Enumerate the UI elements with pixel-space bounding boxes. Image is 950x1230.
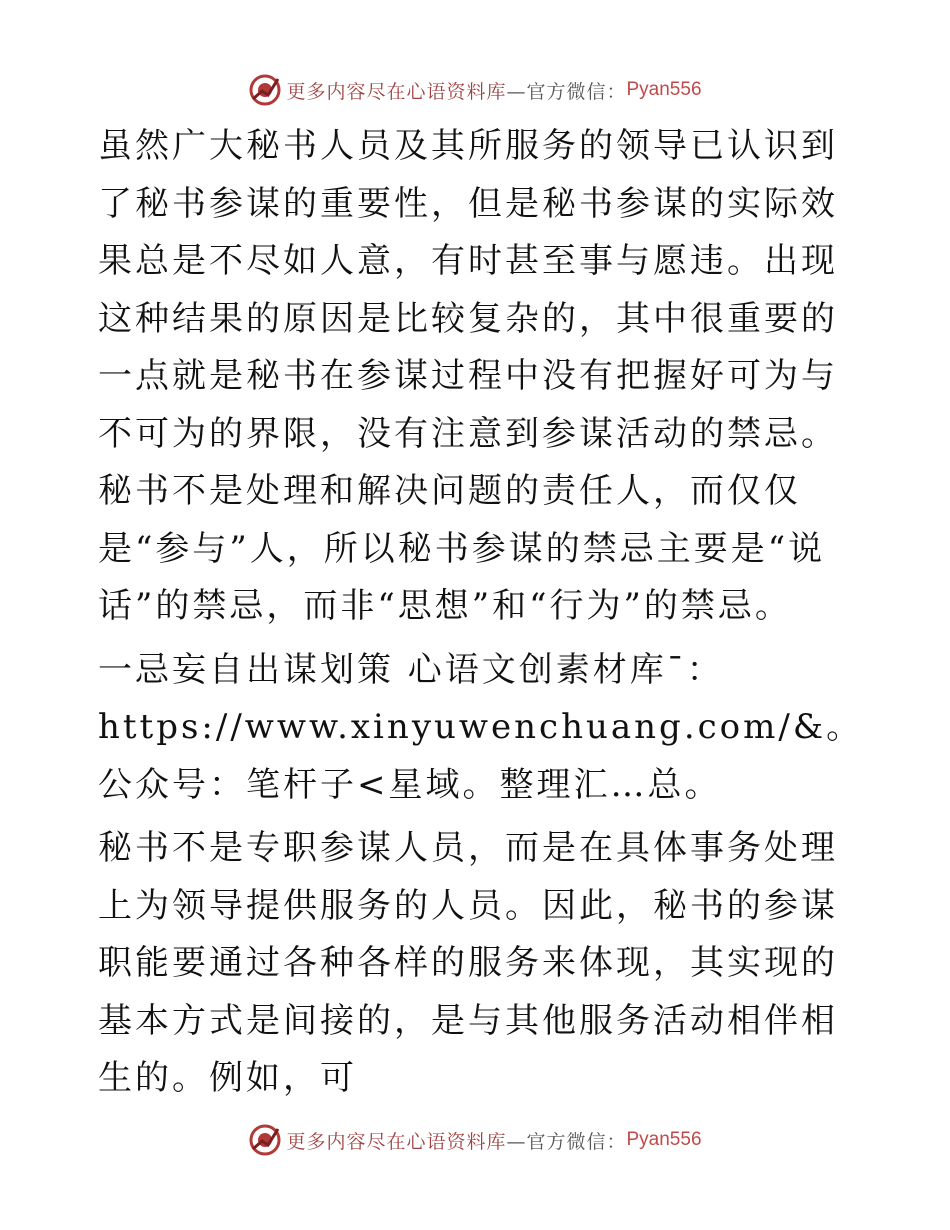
watermark-contact-text: Pyan556 — [626, 79, 702, 100]
footer-watermark — [0, 1120, 950, 1160]
document-body — [98, 118, 864, 1114]
stamp-logo-icon — [248, 1123, 282, 1157]
watermark-separator-text: —官方微信： — [506, 1130, 627, 1153]
watermark-contact-text: Pyan556 — [626, 1129, 702, 1150]
paragraph: 秘书不是专职参谋人员，而是在具体事务处理上为领导提供服务的人员。因此，秘书的参谋职能要通过各种各样的服务来体现，其实现的基本方式是间接的，是与其他服务活动相伴相生的。例如，可 — [98, 828, 838, 1098]
header-watermark — [0, 70, 950, 110]
watermark-main-text: 更多内容尽在心语资料库 — [286, 1130, 507, 1153]
stamp-logo-icon — [248, 73, 282, 107]
watermark-main-text: 更多内容尽在心语资料库 — [286, 80, 507, 103]
paragraph: 虽然广大秘书人员及其所服务的领导已认识到了秘书参谋的重要性，但是秘书参谋的实际效果总是不尽如人意，有时甚至事与愿违。出现这种结果的原因是比较复杂的，其中很重要的一点就是秘书在参谋过程中没有把握好可为与不可为的界限，没有注意到参谋活动的禁忌。秘书不是处理和解决问题的责任人，而仅仅是“参与”人，所以秘书参谋的禁忌主要是“说话”的禁忌，而非“思想”和“行为”的禁忌。 — [98, 126, 838, 626]
paragraph: 一忌妄自出谋划策 心语文创素材库¯：https://www.xinyuwenchuang.com/&。公众号：笔杆子<星域。整理汇…总。 — [98, 649, 864, 805]
watermark-separator-text: —官方微信： — [506, 80, 627, 103]
